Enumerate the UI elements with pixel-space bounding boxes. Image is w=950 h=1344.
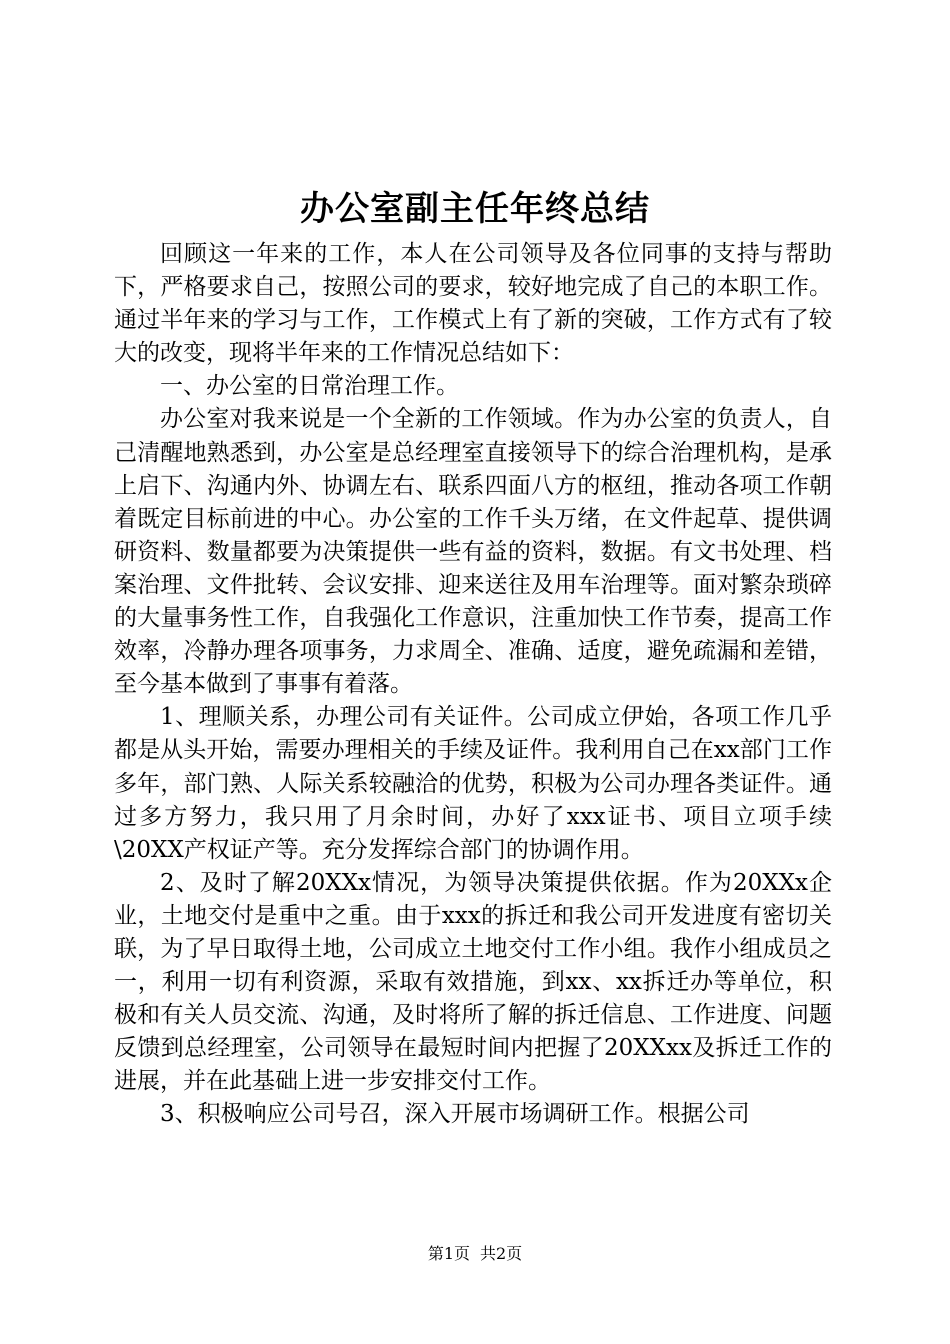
document-body <box>114 238 832 1132</box>
page-total: 共2页 <box>480 1244 523 1263</box>
document-title: 办公室副主任年终总结 <box>300 189 650 229</box>
section-heading-1: 一、办公室的日常治理工作。 <box>160 373 459 400</box>
paragraph-item-1: 1、理顺关系，办理公司有关证件。公司成立伊始，各项工作几乎都是从头开始，需要办理相关的手续及证件。我利用自己在xx部门工作多年，部门熟、人际关系较融洽的优势，积极为公司办理各类证件。通过多方努力，我只用了月余时间，办好了xxx证书、项目立项手续\20XX产权证产等。充分发挥综合部门的协调作用。 <box>114 704 832 863</box>
paragraph-item-2: 2、及时了解20XXx情况，为领导决策提供依据。作为20XXx企业，土地交付是重中之重。由于xxx的拆迁和我公司开发进度有密切关联，为了早日取得土地，公司成立土地交付工作小组。我作小组成员之一，利用一切有利资源，采取有效措施，到xx、xx拆迁办等单位，积极和有关人员交流、沟通，及时将所了解的拆迁信息、工作进度、问题反馈到总经理室，公司领导在最短时间内把握了20XXxx及拆迁工作的进展，并在此基础上进一步安排交付工作。 <box>114 869 832 1095</box>
paragraph-office-role: 办公室对我来说是一个全新的工作领域。作为办公室的负责人，自己清醒地熟悉到，办公室是总经理室直接领导下的综合治理机构，是承上启下、沟通内外、协调左右、联系四面八方的枢纽，推动各项工作朝着既定目标前进的中心。办公室的工作千头万绪，在文件起草、提供调研资料、数量都要为决策提供一些有益的资料，数据。有文书处理、档案治理、文件批转、会议安排、迎来送往及用车治理等。面对繁杂琐碎的大量事务性工作，自我强化工作意识，注重加快工作节奏，提高工作效率，冷静办理各项事务，力求周全、准确、适度，避免疏漏和差错，至今基本做到了事事有着落。 <box>114 406 832 698</box>
page-footer <box>0 1244 950 1264</box>
paragraph-item-3: 3、积极响应公司号召，深入开展市场调研工作。根据公司 <box>160 1101 750 1128</box>
paragraph-intro: 回顾这一年来的工作，本人在公司领导及各位同事的支持与帮助下，严格要求自己，按照公司的要求，较好地完成了自己的本职工作。通过半年来的学习与工作，工作模式上有了新的突破，工作方式有了较大的改变，现将半年来的工作情况总结如下： <box>114 241 832 367</box>
page-number: 第1页 <box>427 1244 470 1263</box>
